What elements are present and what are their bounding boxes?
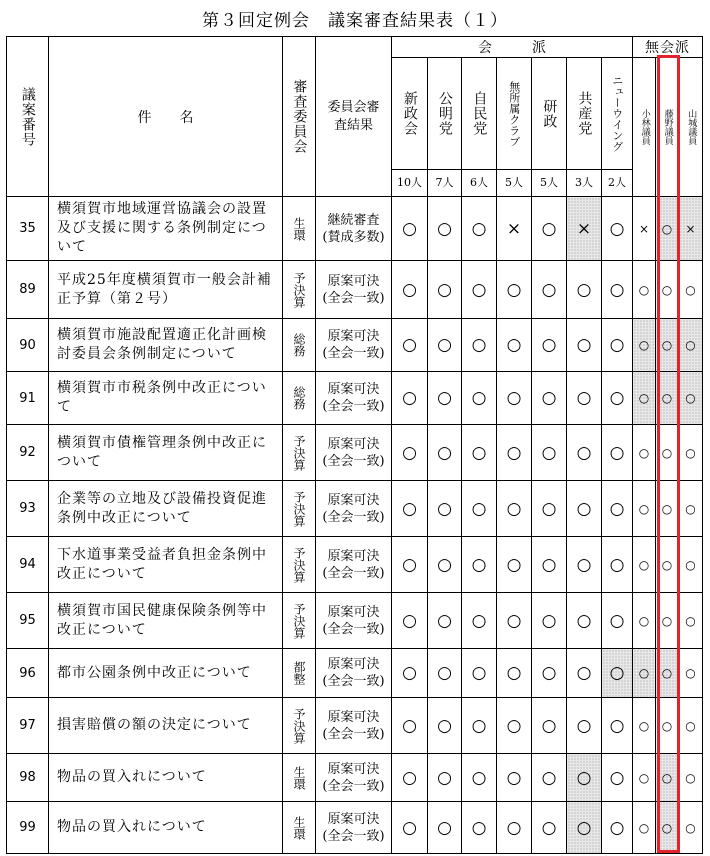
committee-cell: 予決算 [283, 261, 316, 319]
bill-subject: 横須賀市地域運営協議会の設置及び支援に関する条例制定について [49, 197, 283, 261]
vote-cell: ○ [567, 754, 602, 802]
vote-cell: ○ [392, 698, 428, 754]
vote-cell: ○ [656, 319, 679, 372]
bill-number: 91 [7, 372, 49, 425]
vote-cell: ○ [633, 802, 656, 854]
vote-cell: ○ [679, 802, 703, 854]
header-result: 委員会審査結果 [316, 37, 392, 197]
committee-cell: 生環 [283, 197, 316, 261]
bill-number: 90 [7, 319, 49, 372]
vote-cell: × [679, 197, 703, 261]
vote-cell: ○ [428, 481, 462, 537]
committee-cell: 総務 [283, 372, 316, 425]
table-row [7, 593, 703, 649]
table-row [7, 319, 703, 372]
vote-cell: ○ [567, 261, 602, 319]
bill-subject: 企業等の立地及び設備投資促進条例中改正について [49, 481, 283, 537]
vote-cell: ○ [656, 481, 679, 537]
vote-cell: ○ [532, 319, 567, 372]
vote-cell: ○ [602, 319, 633, 372]
vote-cell: ○ [656, 698, 679, 754]
vote-cell: ○ [428, 372, 462, 425]
header-group-party: 会派 [392, 37, 633, 58]
vote-cell: ○ [497, 319, 532, 372]
vote-cell: ○ [633, 537, 656, 593]
bill-number: 94 [7, 537, 49, 593]
committee-cell: 生環 [283, 754, 316, 802]
vote-cell: ○ [532, 802, 567, 854]
vote-cell: ○ [679, 537, 703, 593]
vote-cell: ○ [656, 754, 679, 802]
bill-subject: 下水道事業受益者負担金条例中改正について [49, 537, 283, 593]
vote-cell: ○ [567, 372, 602, 425]
header-committee: 審査委員会 [283, 37, 316, 197]
vote-cell: ○ [602, 649, 633, 698]
header-party-5: 共産党 [567, 58, 602, 170]
vote-cell: ○ [428, 537, 462, 593]
vote-cell: ○ [679, 261, 703, 319]
vote-cell: ○ [428, 649, 462, 698]
vote-cell: ○ [567, 537, 602, 593]
vote-cell: ○ [392, 593, 428, 649]
vote-cell: ○ [679, 698, 703, 754]
bill-number: 97 [7, 698, 49, 754]
bill-subject: 横須賀市国民健康保険条例等中改正について [49, 593, 283, 649]
committee-cell: 予決算 [283, 593, 316, 649]
header-party-6: ニューウイング [602, 58, 633, 170]
vote-cell: ○ [428, 197, 462, 261]
header-party-0: 新政会 [392, 58, 428, 170]
vote-cell: ○ [633, 425, 656, 481]
result-cell: 継続審査 (賛成多数) [316, 197, 392, 261]
vote-cell: ○ [497, 593, 532, 649]
vote-cell: ○ [392, 481, 428, 537]
header-party-2: 自民党 [462, 58, 497, 170]
vote-cell: ○ [656, 537, 679, 593]
vote-cell: ○ [497, 537, 532, 593]
vote-cell: ○ [462, 754, 497, 802]
vote-cell: ○ [656, 261, 679, 319]
header-party-3: 無所属クラブ [497, 58, 532, 170]
vote-cell: ○ [633, 754, 656, 802]
vote-cell: × [567, 197, 602, 261]
vote-cell: ○ [633, 649, 656, 698]
vote-cell: ○ [428, 425, 462, 481]
vote-cell: ○ [428, 754, 462, 802]
vote-cell: ○ [392, 261, 428, 319]
vote-cell: ○ [428, 319, 462, 372]
vote-cell: ○ [602, 425, 633, 481]
vote-cell: ○ [602, 537, 633, 593]
header-independent-0: 小林議員 [633, 58, 656, 197]
vote-cell: ○ [462, 698, 497, 754]
vote-cell: ○ [679, 649, 703, 698]
vote-cell: ○ [602, 261, 633, 319]
bill-number: 93 [7, 481, 49, 537]
party-count-3: 5人 [497, 170, 532, 197]
result-cell: 原案可決 (全会一致) [316, 802, 392, 854]
vote-cell: ○ [567, 481, 602, 537]
header-independent-2: 山城議員 [679, 58, 703, 197]
vote-cell: ○ [633, 319, 656, 372]
vote-cell: ○ [462, 425, 497, 481]
vote-cell: ○ [462, 649, 497, 698]
bill-subject: 都市公園条例中改正について [49, 649, 283, 698]
bill-subject: 損害賠償の額の決定について [49, 698, 283, 754]
table-row [7, 537, 703, 593]
header-party-4: 研政 [532, 58, 567, 170]
header-subject: 件 名 [49, 37, 283, 197]
header-party-1: 公明党 [428, 58, 462, 170]
table-row [7, 372, 703, 425]
vote-cell: ○ [679, 319, 703, 372]
vote-cell: ○ [567, 319, 602, 372]
vote-cell: ○ [497, 754, 532, 802]
vote-cell: ○ [532, 481, 567, 537]
party-count-5: 3人 [567, 170, 602, 197]
vote-cell: ○ [462, 319, 497, 372]
bill-number: 98 [7, 754, 49, 802]
result-cell: 原案可決 (全会一致) [316, 372, 392, 425]
party-count-4: 5人 [532, 170, 567, 197]
result-cell: 原案可決 (全会一致) [316, 537, 392, 593]
bill-subject: 平成25年度横須賀市一般会計補正予算（第２号） [49, 261, 283, 319]
vote-cell: ○ [497, 481, 532, 537]
vote-cell: ○ [656, 372, 679, 425]
vote-cell: ○ [602, 593, 633, 649]
committee-cell: 予決算 [283, 537, 316, 593]
result-cell: 原案可決 (全会一致) [316, 261, 392, 319]
vote-cell: ○ [532, 593, 567, 649]
party-count-6: 2人 [602, 170, 633, 197]
vote-cell: ○ [567, 593, 602, 649]
vote-cell: ○ [428, 261, 462, 319]
vote-cell: ○ [532, 372, 567, 425]
vote-cell: ○ [656, 197, 679, 261]
vote-cell: ○ [679, 593, 703, 649]
vote-cell: ○ [392, 649, 428, 698]
result-cell: 原案可決 (全会一致) [316, 754, 392, 802]
vote-cell: ○ [428, 698, 462, 754]
vote-cell: ○ [567, 698, 602, 754]
committee-cell: 都整 [283, 649, 316, 698]
bill-number: 99 [7, 802, 49, 854]
vote-cell: ○ [679, 481, 703, 537]
vote-cell: ○ [633, 481, 656, 537]
vote-cell: ○ [679, 372, 703, 425]
vote-cell: ○ [428, 593, 462, 649]
vote-cell: ○ [656, 649, 679, 698]
vote-cell: ○ [602, 372, 633, 425]
header-independent-1: 藤野議員 [656, 58, 679, 197]
vote-cell: ○ [679, 425, 703, 481]
vote-cell: ○ [462, 372, 497, 425]
results-table [6, 36, 703, 854]
committee-cell: 予決算 [283, 481, 316, 537]
vote-cell: ○ [497, 802, 532, 854]
vote-cell: ○ [392, 537, 428, 593]
vote-cell: ○ [532, 537, 567, 593]
vote-cell: ○ [532, 197, 567, 261]
vote-cell: ○ [567, 425, 602, 481]
vote-cell: ○ [633, 372, 656, 425]
vote-cell: ○ [497, 649, 532, 698]
bill-subject: 横須賀市市税条例中改正について [49, 372, 283, 425]
vote-cell: ○ [567, 649, 602, 698]
vote-cell: ○ [567, 802, 602, 854]
table-row [7, 754, 703, 802]
vote-cell: ○ [532, 425, 567, 481]
table-row [7, 197, 703, 261]
vote-cell: ○ [462, 261, 497, 319]
party-count-0: 10人 [392, 170, 428, 197]
vote-cell: ○ [633, 698, 656, 754]
vote-cell: × [497, 197, 532, 261]
party-count-2: 6人 [462, 170, 497, 197]
vote-cell: ○ [532, 649, 567, 698]
vote-cell: ○ [392, 319, 428, 372]
vote-cell: ○ [392, 754, 428, 802]
vote-cell: ○ [392, 197, 428, 261]
vote-cell: ○ [392, 372, 428, 425]
vote-cell: ○ [532, 261, 567, 319]
vote-cell: ○ [462, 481, 497, 537]
vote-cell: ○ [532, 754, 567, 802]
result-cell: 原案可決 (全会一致) [316, 698, 392, 754]
table-row [7, 481, 703, 537]
vote-cell: ○ [462, 537, 497, 593]
result-cell: 原案可決 (全会一致) [316, 319, 392, 372]
vote-cell: ○ [602, 754, 633, 802]
vote-cell: ○ [392, 425, 428, 481]
vote-cell: ○ [497, 261, 532, 319]
table-row [7, 802, 703, 854]
bill-subject: 物品の買入れについて [49, 802, 283, 854]
committee-cell: 予決算 [283, 425, 316, 481]
vote-cell: ○ [679, 754, 703, 802]
vote-cell: × [633, 197, 656, 261]
vote-cell: ○ [497, 698, 532, 754]
vote-cell: ○ [633, 593, 656, 649]
table-row [7, 698, 703, 754]
vote-cell: ○ [656, 593, 679, 649]
bill-subject: 横須賀市債権管理条例中改正について [49, 425, 283, 481]
vote-cell: ○ [602, 698, 633, 754]
bill-number: 35 [7, 197, 49, 261]
bill-subject: 横須賀市施設配置適正化計画検討委員会条例制定について [49, 319, 283, 372]
vote-cell: ○ [497, 425, 532, 481]
committee-cell: 生環 [283, 802, 316, 854]
vote-cell: ○ [602, 481, 633, 537]
vote-cell: ○ [532, 698, 567, 754]
vote-cell: ○ [633, 261, 656, 319]
vote-cell: ○ [392, 802, 428, 854]
vote-cell: ○ [428, 802, 462, 854]
vote-cell: ○ [497, 372, 532, 425]
bill-number: 92 [7, 425, 49, 481]
vote-cell: ○ [462, 802, 497, 854]
vote-cell: ○ [462, 197, 497, 261]
result-cell: 原案可決 (全会一致) [316, 649, 392, 698]
committee-cell: 総務 [283, 319, 316, 372]
table-row [7, 261, 703, 319]
vote-cell: ○ [602, 802, 633, 854]
vote-cell: ○ [602, 197, 633, 261]
result-cell: 原案可決 (全会一致) [316, 481, 392, 537]
bill-number: 95 [7, 593, 49, 649]
result-cell: 原案可決 (全会一致) [316, 425, 392, 481]
vote-cell: ○ [462, 593, 497, 649]
vote-cell: ○ [656, 802, 679, 854]
table-row [7, 649, 703, 698]
bill-number: 96 [7, 649, 49, 698]
header-bill-no: 議案番号 [7, 37, 49, 197]
bill-subject: 物品の買入れについて [49, 754, 283, 802]
bill-number: 89 [7, 261, 49, 319]
result-cell: 原案可決 (全会一致) [316, 593, 392, 649]
header-group-independent: 無会派 [633, 37, 703, 58]
vote-cell: ○ [656, 425, 679, 481]
table-row [7, 425, 703, 481]
page-title: 第３回定例会 議案審査結果表（１） [202, 11, 508, 31]
party-count-1: 7人 [428, 170, 462, 197]
committee-cell: 予決算 [283, 698, 316, 754]
